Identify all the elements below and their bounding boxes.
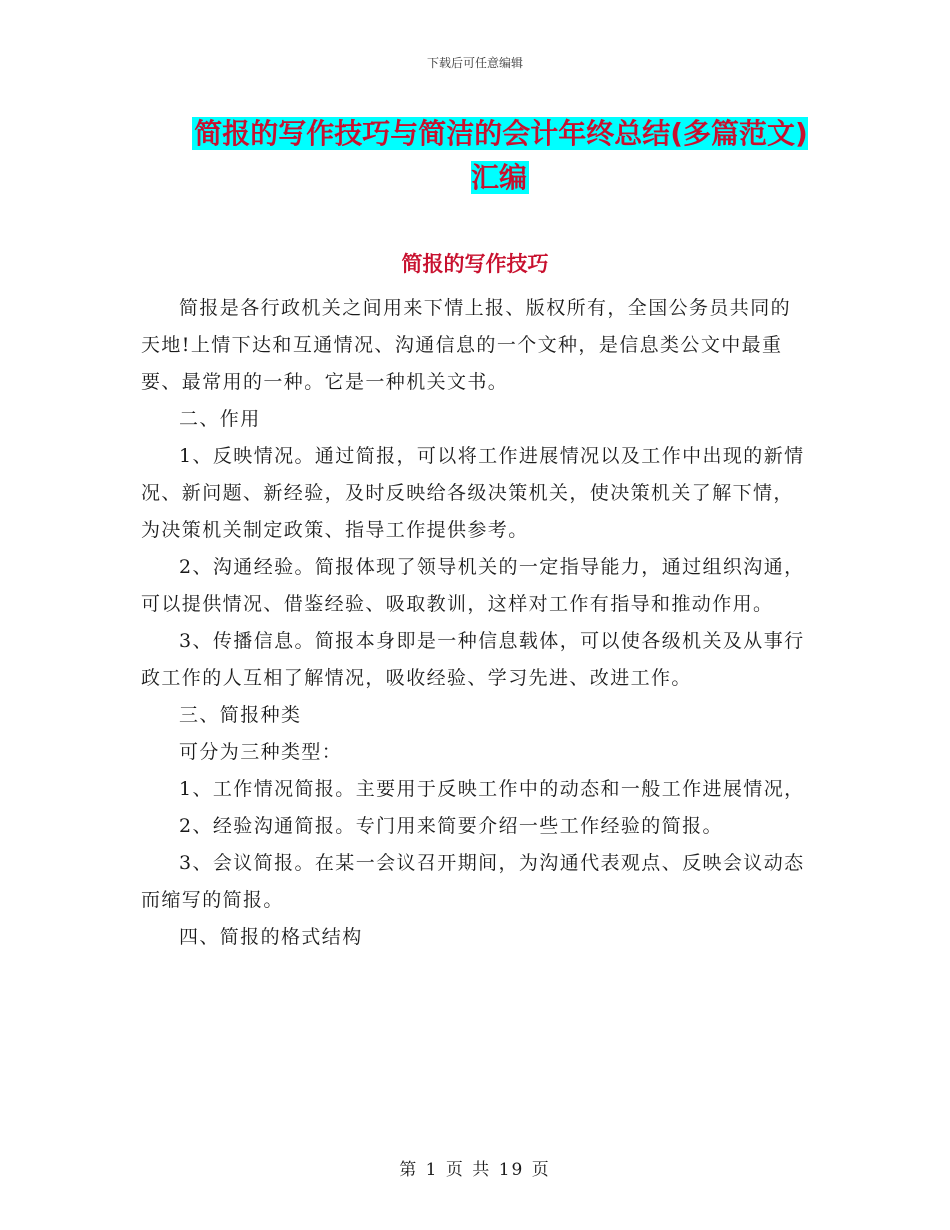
page-number-footer: 第 1 页 共 19 页 xyxy=(399,1160,551,1180)
heading-format: 四、简报的格式结构 xyxy=(179,926,363,948)
document-title xyxy=(190,112,810,200)
header-note: 下载后可任意编辑 xyxy=(426,56,523,70)
document-body xyxy=(141,290,811,956)
paragraph: 2、沟通经验。简报体现了领导机关的一定指导能力，通过组织沟通，可以提供情况、借鉴经验、吸取教训，这样对工作有指导和推动作用。 xyxy=(141,556,805,615)
paragraph: 3、传播信息。简报本身即是一种信息载体，可以使各级机关及从事行政工作的人互相了解情况，吸收经验、学习先进、改进工作。 xyxy=(141,630,805,689)
paragraph: 3、会议简报。在某一会议召开期间，为沟通代表观点、反映会议动态而缩写的简报。 xyxy=(141,852,805,911)
paragraph: 1、工作情况简报。主要用于反映工作中的动态和一般工作进展情况， xyxy=(179,778,805,800)
heading-role: 二、作用 xyxy=(179,408,261,430)
paragraph: 1、反映情况。通过简报，可以将工作进展情况以及工作中出现的新情况、新问题、新经验，及时反映给各级决策机关，使决策机关了解下情，为决策机关制定政策、指导工作提供参考。 xyxy=(141,445,805,541)
heading-types: 三、简报种类 xyxy=(179,704,302,726)
paragraph: 2、经验沟通简报。专门用来简要介绍一些工作经验的简报。 xyxy=(179,815,723,837)
section-title: 简报的写作技巧 xyxy=(401,252,549,276)
paragraph: 简报是各行政机关之间用来下情上报、版权所有，全国公务员共同的天地!上情下达和互通情况、沟通信息的一个文种，是信息类公文中最重要、最常用的一种。它是一种机关文书。 xyxy=(141,297,792,393)
document-title-text: 简报的写作技巧与简洁的会计年终总结(多篇范文)汇编 xyxy=(194,117,808,194)
paragraph: 可分为三种类型： xyxy=(179,741,343,763)
